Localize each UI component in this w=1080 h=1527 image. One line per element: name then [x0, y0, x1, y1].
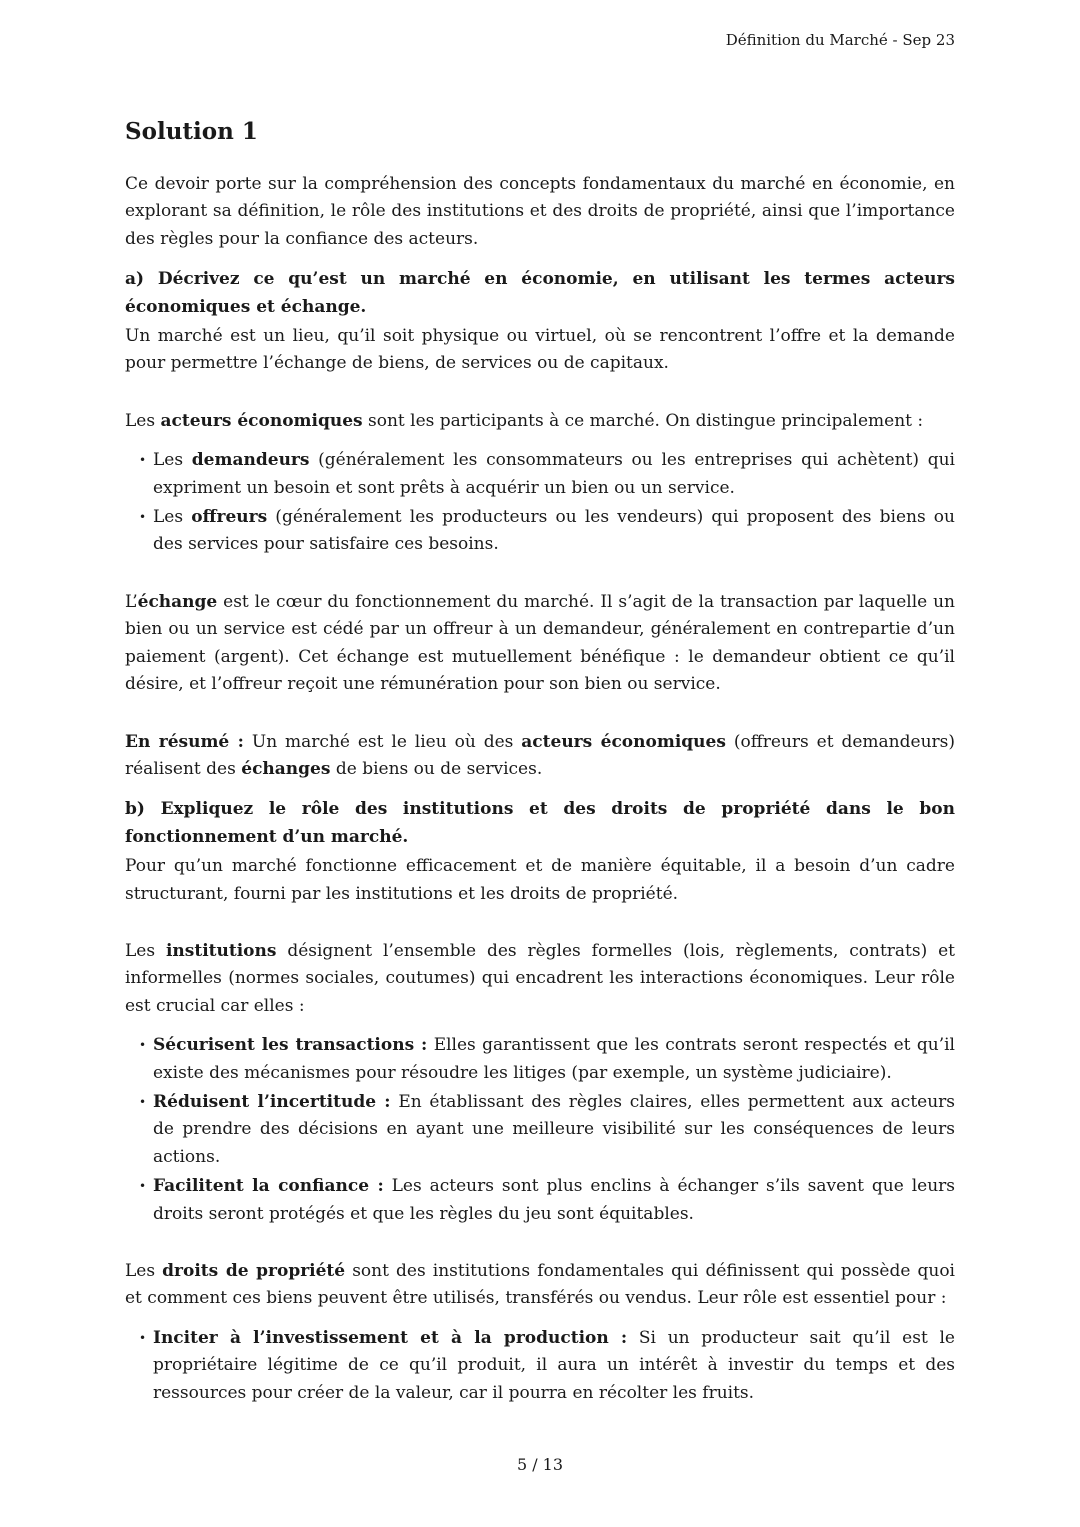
page-footer: [0, 1455, 1080, 1475]
paragraph-intro: Ce devoir porte sur la compréhension des concepts fondamentaux du marché en économie, en explorant sa définition, le rôle des institutions et des droits de propriété, ainsi que l’importance des règles pour la confiance des acteurs.: [125, 174, 955, 249]
paragraph-market-definition: Un marché est un lieu, qu’il soit physique ou virtuel, où se rencontrent l’offre et la demande pour permettre l’échange de biens, de services ou de capitaux.: [125, 326, 955, 374]
bullet-list-institutions: [125, 1032, 955, 1228]
heading-question-a: a) Décrivez ce qu’est un marché en économie, en utilisant les termes acteurs économiques et échange.: [125, 269, 955, 317]
paragraph-property-rights: Les droits de propriété sont des institutions fondamentales qui définissent qui possède quoi et comment ces biens peuvent être utilisés, transférés ou vendus. Leur rôle est essentiel pour :: [125, 1261, 955, 1309]
page-header: [726, 30, 955, 50]
list-item-demandeurs: • Les demandeurs (généralement les consommateurs ou les entreprises qui achètent) qui expriment un besoin et sont prêts à acquérir un bien ou un service.: [153, 447, 955, 502]
paragraph-economic-actors: Les acteurs économiques sont les participants à ce marché. On distingue principalement :: [125, 410, 924, 431]
list-item-inciter-investissement: • Inciter à l’investissement et à la production : Si un producteur sait qu’il est le propriétaire légitime de ce qu’il produit, il aura un intérêt à investir du temps et des ressources pour créer de la valeur, car il pourra en récolter les fruits.: [153, 1325, 955, 1407]
document-body: [125, 118, 955, 1407]
list-item-securisent-transactions: • Sécurisent les transactions : Elles garantissent que les contrats seront respectés et qu’il existe des mécanismes pour résoudre les litiges (par exemple, un système judiciaire).: [153, 1032, 955, 1087]
list-item-reduisent-incertitude: • Réduisent l’incertitude : En établissant des règles claires, elles permettent aux acteurs de prendre des décisions en ayant une meilleure visibilité sur les conséquences de leurs actions.: [153, 1089, 955, 1171]
solution-title: Solution 1: [125, 118, 258, 145]
bullet-list-actors: [125, 447, 955, 559]
list-item-facilitent-confiance: • Facilitent la confiance : Les acteurs sont plus enclins à échanger s’ils savent que leurs droits seront protégés et que les règles du jeu sont équitables.: [153, 1173, 955, 1228]
bullet-list-property-rights: [125, 1325, 955, 1407]
header-title: Définition du Marché - Sep 23: [725, 31, 955, 49]
list-item-offreurs: • Les offreurs (généralement les producteurs ou les vendeurs) qui proposent des biens ou des services pour satisfaire ces besoins.: [153, 504, 955, 559]
heading-question-b: b) Expliquez le rôle des institutions et des droits de propriété dans le bon fonctionnement d’un marché.: [125, 799, 955, 847]
paragraph-exchange: L’échange est le cœur du fonctionnement du marché. Il s’agit de la transaction par laquelle un bien ou un service est cédé par un offreur à un demandeur, généralement en contrepartie d’un paiement (argent). Cet échange est mutuellement bénéfique : le demandeur obtient ce qu’il désire, et l’offreur reçoit une rémunération pour son bien ou service.: [125, 591, 955, 695]
page-number: 5 / 13: [516, 1455, 564, 1474]
paragraph-summary: En résumé : Un marché est le lieu où des acteurs économiques (offreurs et demandeurs) réalisent des échanges de biens ou de services.: [125, 731, 955, 779]
paragraph-framework: Pour qu’un marché fonctionne efficacement et de manière équitable, il a besoin d’un cadre structurant, fourni par les institutions et les droits de propriété.: [125, 856, 955, 904]
paragraph-institutions: Les institutions désignent l’ensemble des règles formelles (lois, règlements, contrats) et informelles (normes sociales, coutumes) qui encadrent les interactions économiques. Leur rôle est crucial car elles :: [125, 940, 955, 1016]
